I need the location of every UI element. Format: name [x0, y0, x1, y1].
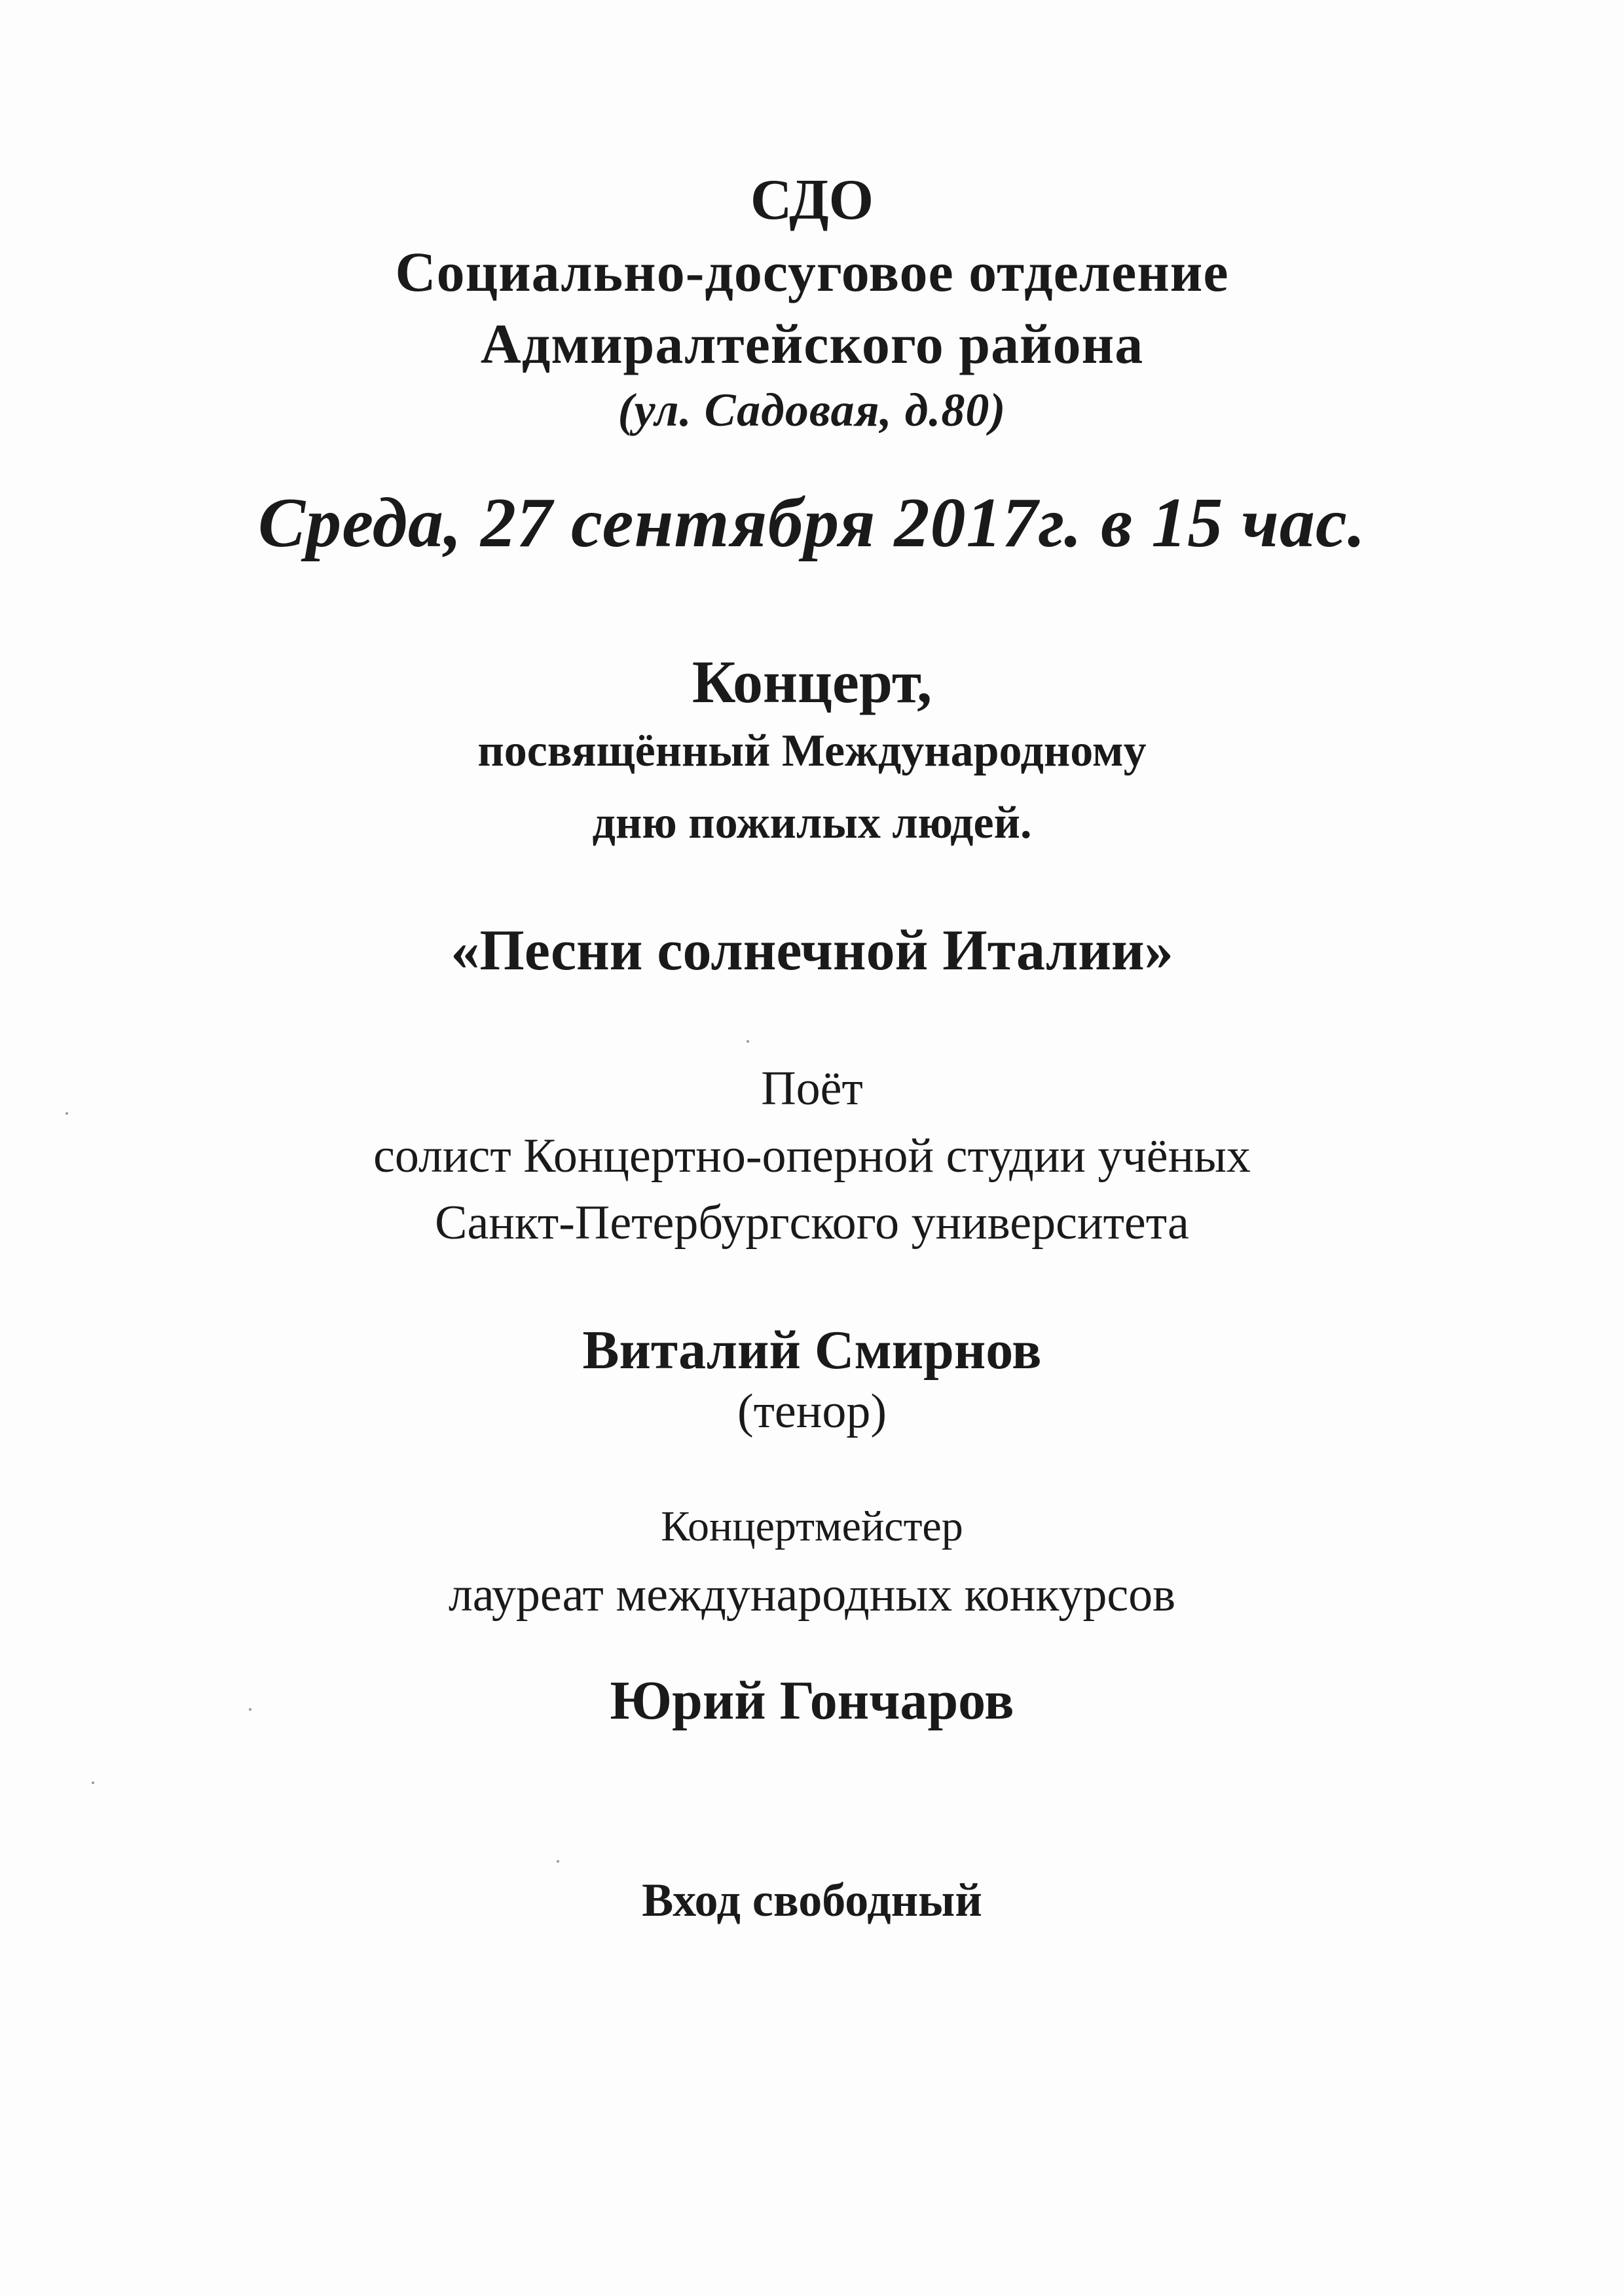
event-date-time: Среда, 27 сентября 2017г. в 15 час. [258, 484, 1366, 562]
program-title: «Песни солнечной Италии» [451, 919, 1173, 982]
concert-description-line-1: посвящённый Международному [477, 726, 1147, 776]
org-name-line-1: Социально-досуговое отделение [395, 240, 1229, 303]
soloist-description-line-2: Санкт-Петербургского университета [435, 1196, 1189, 1250]
scan-speck [249, 1708, 251, 1711]
accompanist-label: Концертмейстер [661, 1502, 963, 1550]
soloist-description-line-1: солист Концертно-оперной студии учёных [373, 1129, 1251, 1183]
scan-speck [557, 1860, 559, 1863]
org-name-line-2: Адмиралтейского района [480, 312, 1144, 375]
entry-note: Вход свободный [642, 1874, 982, 1926]
org-abbreviation: СДО [750, 168, 874, 232]
sings-label: Поёт [761, 1062, 863, 1115]
scan-speck [92, 1782, 94, 1784]
scan-speck [65, 1112, 68, 1115]
concert-description-line-2: дню пожилых людей. [592, 798, 1032, 848]
accompanist-title: лауреат международных конкурсов [448, 1568, 1176, 1622]
org-address: (ул. Садовая, д.80) [618, 384, 1006, 436]
concert-title: Концерт, [692, 648, 932, 715]
accompanist-name: Юрий Гончаров [610, 1670, 1014, 1731]
singer-voice-type: (тенор) [737, 1385, 887, 1438]
singer-name: Виталий Смирнов [582, 1320, 1042, 1381]
scan-speck [747, 1040, 749, 1043]
